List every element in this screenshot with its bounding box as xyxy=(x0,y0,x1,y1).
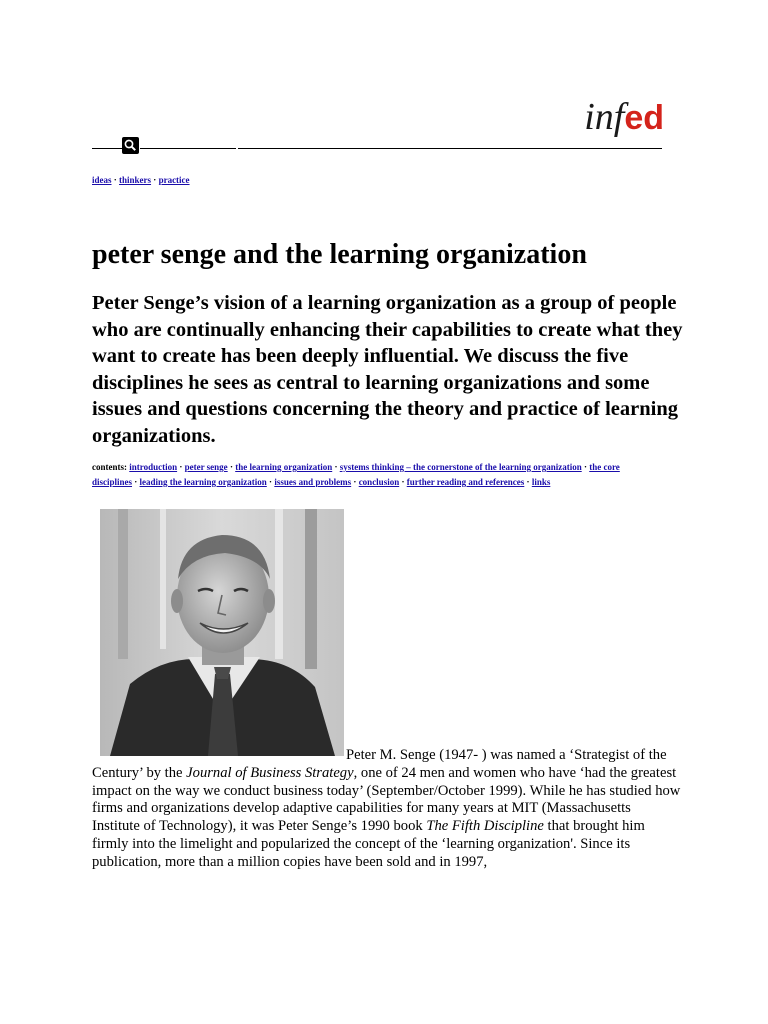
contents-link-issues[interactable]: issues and problems xyxy=(274,477,352,487)
contents-link-conclusion[interactable]: conclusion xyxy=(358,477,400,487)
nav-link-practice[interactable]: practice xyxy=(158,175,190,185)
logo-text-ed: ed xyxy=(624,99,664,137)
nav-link-ideas[interactable]: ideas xyxy=(92,175,112,185)
contents-link-learning-organization[interactable]: the learning organization xyxy=(235,462,333,472)
contents-link-peter-senge[interactable]: peter senge xyxy=(184,462,228,472)
intro-text-part2: , one of 24 men and women who have ‘had the greatest impact on the way we conduct business today’ (September/October 1999). While he has studied how firms and organizations develop adaptive capabilities for many years at MIT (Massachusetts Institute of Technology), it was Peter Senge’s 1990 book xyxy=(92,764,681,835)
contents-link-leading[interactable]: leading the learning organization xyxy=(139,477,267,487)
intro-paragraph xyxy=(92,747,682,872)
contents-link-systems-thinking[interactable]: systems thinking – the cornerstone of the learning organization xyxy=(339,462,582,472)
contents-separator: · xyxy=(583,462,587,472)
intro-text-part3: that brought him firmly into the limelight and popularized the concept of the ‘learning organization'. Since its publication, more than a million copies have been sold and in 1997, xyxy=(92,818,645,870)
divider xyxy=(238,148,662,149)
book-title: The Fifth Discipline xyxy=(426,818,544,835)
nav-link-thinkers[interactable]: thinkers xyxy=(119,175,152,185)
contents-list xyxy=(92,460,662,490)
logo-text-inf: inf xyxy=(584,96,625,138)
contents-separator: · xyxy=(334,462,338,472)
lead-summary: Peter Senge’s vision of a learning organization as a group of people who are continually enhancing their capabilities to create what they want to create has been deeply influential. We discuss the five disciplines he sees as central to learning organizations and some issues and questions concerning the theory and practice of learning organizations. xyxy=(92,292,683,447)
contents-link-links[interactable]: links xyxy=(531,477,551,487)
contents-label: contents: xyxy=(92,462,127,472)
divider xyxy=(140,148,236,149)
contents-separator: · xyxy=(229,462,233,472)
contents-separator: · xyxy=(353,477,357,487)
contents-separator: · xyxy=(526,477,530,487)
contents-separator: · xyxy=(269,477,273,487)
header-rule xyxy=(92,136,662,156)
contents-separator: · xyxy=(401,477,405,487)
page-title: peter senge and the learning organization xyxy=(92,239,587,270)
breadcrumb xyxy=(92,175,190,185)
contents-link-further-reading[interactable]: further reading and references xyxy=(406,477,525,487)
contents-link-introduction[interactable]: introduction xyxy=(129,462,178,472)
contents-separator: · xyxy=(179,462,183,472)
journal-title: Journal of Business Strategy xyxy=(186,764,354,781)
intro-text-part1: Peter M. Senge (1947- ) was named a ‘Strategist of the Century’ by the xyxy=(92,747,667,781)
portrait-photo xyxy=(100,509,344,756)
nav-separator: · xyxy=(113,175,117,185)
contents-separator: · xyxy=(134,477,138,487)
search-icon[interactable] xyxy=(122,137,139,154)
divider xyxy=(92,148,122,149)
infed-logo[interactable] xyxy=(584,98,664,136)
nav-separator: · xyxy=(153,175,157,185)
contents-link-core-disciplines[interactable]: the core disciplines xyxy=(92,462,620,487)
